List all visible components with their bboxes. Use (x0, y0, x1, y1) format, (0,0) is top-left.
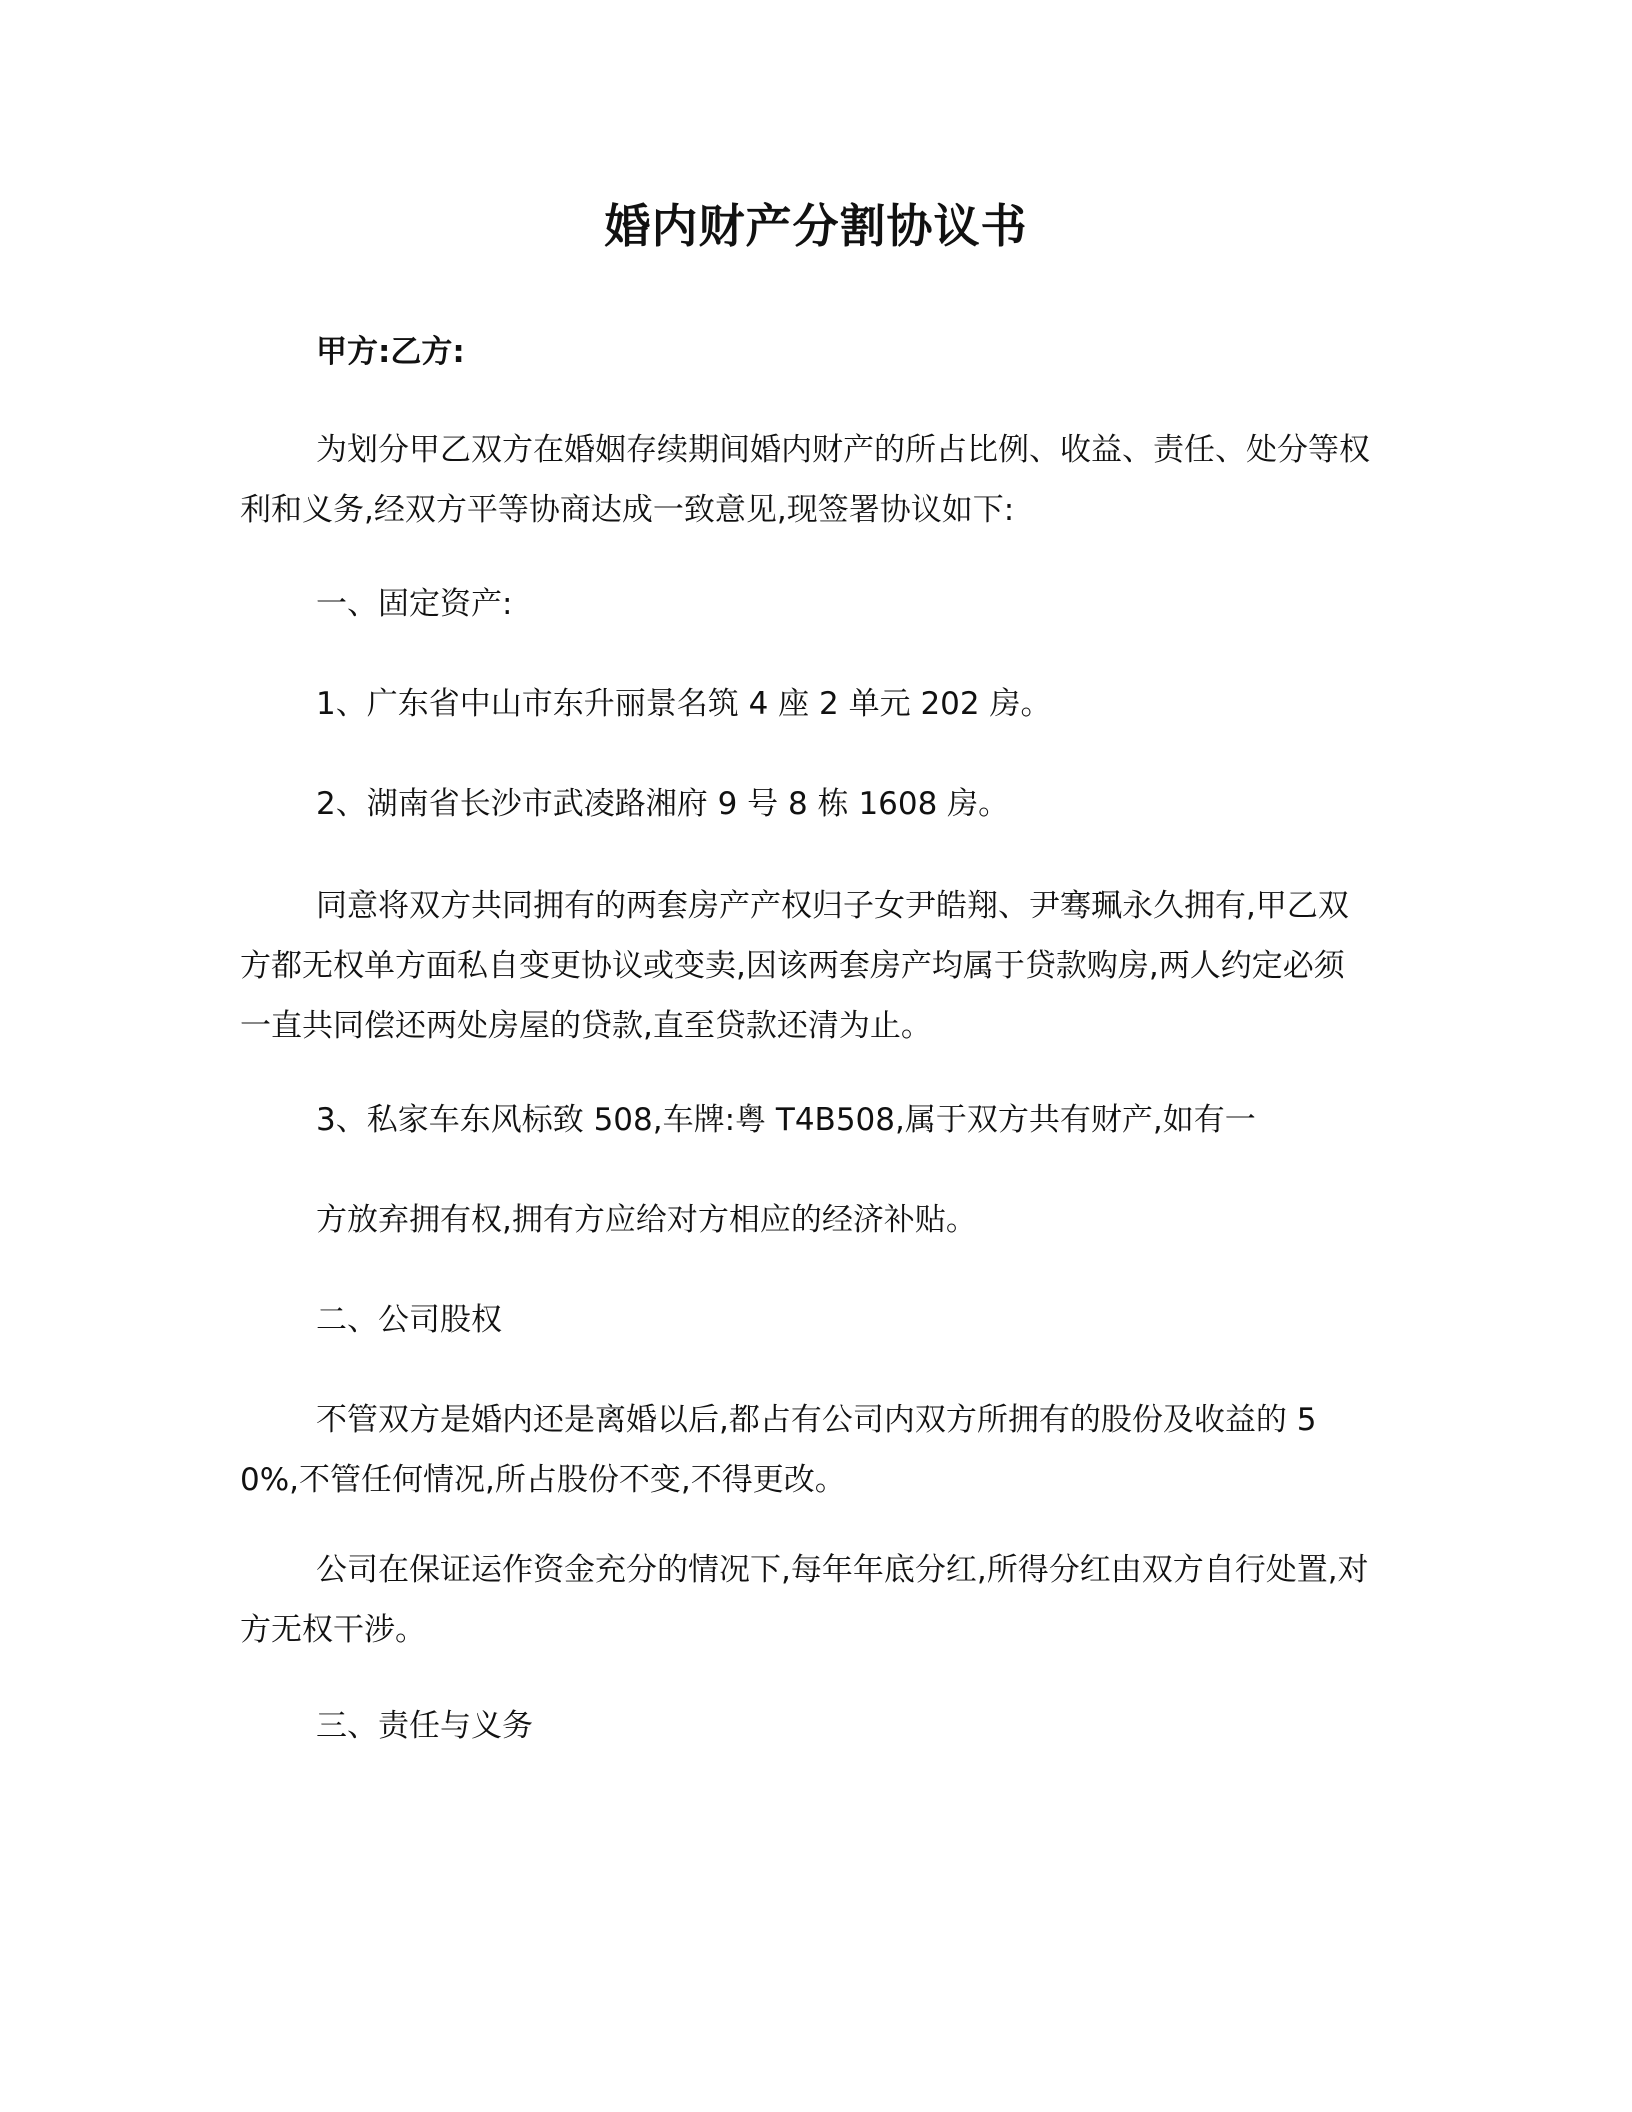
houses-clause-paragraph: 同意将双方共同拥有的两套房产产权归子女尹皓翔、尹骞珮永久拥有,甲乙双方都无权单方面私自变更协议或变卖,因该两套房产均属于贷款购房,两人约定必须一直共同偿还两处房屋的贷款,直至贷款还清为止。 (240, 888, 1349, 1044)
dividend-clause-paragraph: 公司在保证运作资金充分的情况下,每年年底分红,所得分红由双方自行处置,对方无权干涉。 (240, 1552, 1369, 1648)
asset-item-2: 2、湖南省长沙市武凌路湘府 9 号 8 栋 1608 房。 (316, 786, 1010, 822)
asset-item-3: 3、私家车东风标致 508,车牌:粤 T4B508,属于双方共有财产,如有一 (316, 1102, 1256, 1138)
document-title: 婚内财产分割协议书 (604, 199, 1028, 253)
asset-item-1: 1、广东省中山市东升丽景名筑 4 座 2 单元 202 房。 (316, 686, 1052, 722)
section-heading-equity: 二、公司股权 (316, 1302, 502, 1338)
equity-clause-paragraph: 不管双方是婚内还是离婚以后,都占有公司内双方所拥有的股份及收益的 50%,不管任何情况,所占股份不变,不得更改。 (240, 1402, 1317, 1498)
intro-paragraph: 为划分甲乙双方在婚姻存续期间婚内财产的所占比例、收益、责任、处分等权利和义务,经双方平等协商达成一致意见,现签署协议如下: (240, 432, 1370, 528)
section-heading-fixed-assets: 一、固定资产: (316, 586, 513, 622)
parties-line: 甲方:乙方: (316, 334, 465, 370)
section-heading-responsibilities: 三、责任与义务 (316, 1708, 533, 1744)
asset-item-3-continued: 方放弃拥有权,拥有方应给对方相应的经济补贴。 (316, 1202, 977, 1238)
